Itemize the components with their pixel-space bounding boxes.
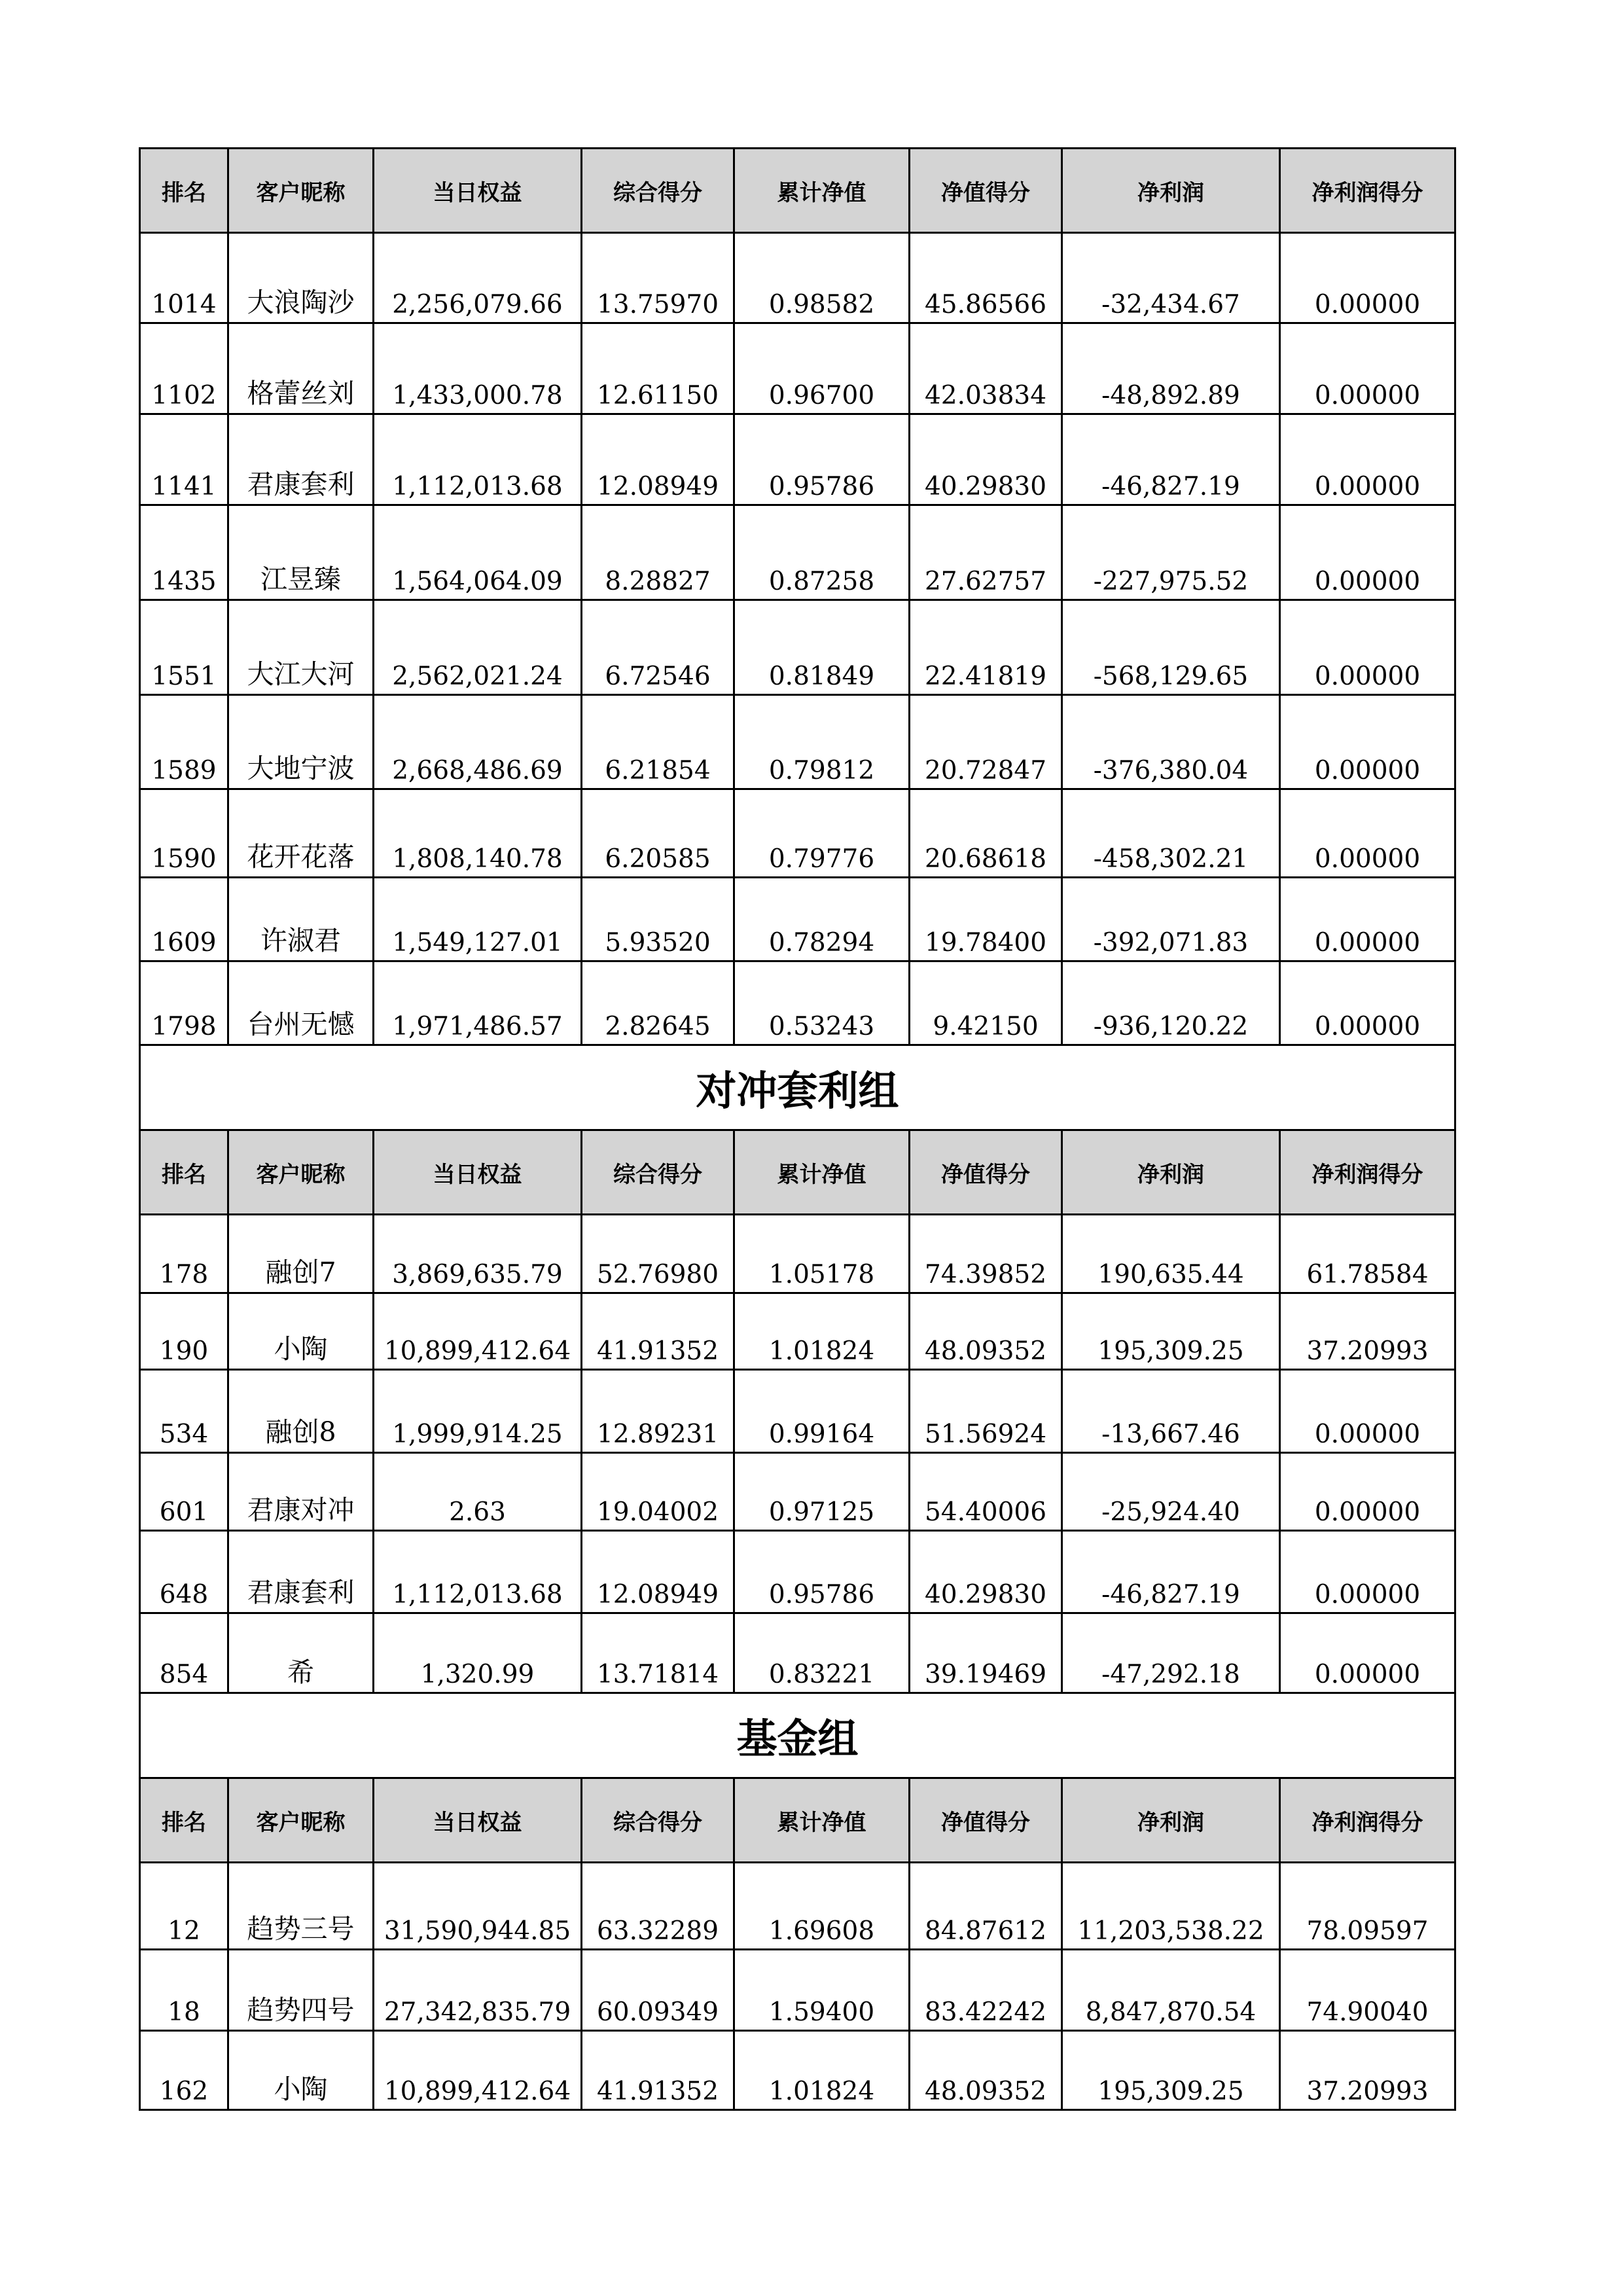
column-header: 净利润得分 — [1280, 149, 1455, 233]
table-cell: 39.19469 — [910, 1613, 1062, 1693]
table-row — [140, 323, 1455, 414]
table-cell: 君康套利 — [228, 414, 374, 505]
table-cell: 190 — [140, 1293, 228, 1370]
table-cell: 1609 — [140, 878, 228, 961]
table-cell: 2,562,021.24 — [374, 600, 582, 695]
table-cell: 854 — [140, 1613, 228, 1693]
table-cell: -568,129.65 — [1062, 600, 1280, 695]
table-cell: 3,869,635.79 — [374, 1215, 582, 1293]
table-cell: 19.04002 — [582, 1453, 734, 1531]
table-cell: 0.81849 — [734, 600, 910, 695]
table-cell: 48.09352 — [910, 1293, 1062, 1370]
table-row — [140, 789, 1455, 878]
ranking-table — [139, 147, 1456, 2111]
table-cell: 台州无憾 — [228, 961, 374, 1045]
table-row — [140, 1215, 1455, 1293]
table-cell: 60.09349 — [582, 1950, 734, 2031]
table-cell: 君康对冲 — [228, 1453, 374, 1531]
table-cell: 2.63 — [374, 1453, 582, 1531]
table-cell: 10,899,412.64 — [374, 2031, 582, 2110]
column-header: 净利润得分 — [1280, 1130, 1455, 1215]
table-cell: 42.03834 — [910, 323, 1062, 414]
table-cell: 1798 — [140, 961, 228, 1045]
table-row — [140, 414, 1455, 505]
table-cell: 1435 — [140, 505, 228, 600]
table-cell: 0.00000 — [1280, 505, 1455, 600]
table-row — [140, 961, 1455, 1045]
table-cell: 0.83221 — [734, 1613, 910, 1693]
table-cell: -227,975.52 — [1062, 505, 1280, 600]
table-cell: 0.97125 — [734, 1453, 910, 1531]
table-cell: 0.53243 — [734, 961, 910, 1045]
table-cell: 20.72847 — [910, 695, 1062, 789]
table-cell: 希 — [228, 1613, 374, 1693]
table-cell: 0.95786 — [734, 1531, 910, 1613]
table-cell: 1,549,127.01 — [374, 878, 582, 961]
table-cell: 1141 — [140, 414, 228, 505]
table-cell: 0.87258 — [734, 505, 910, 600]
table-cell: -13,667.46 — [1062, 1370, 1280, 1453]
table-cell: 1551 — [140, 600, 228, 695]
table-cell: 1,808,140.78 — [374, 789, 582, 878]
table-cell: 162 — [140, 2031, 228, 2110]
table-cell: 小陶 — [228, 1293, 374, 1370]
table-cell: 大浪陶沙 — [228, 233, 374, 323]
table-cell: 0.00000 — [1280, 961, 1455, 1045]
table-cell: 178 — [140, 1215, 228, 1293]
column-header: 客户昵称 — [228, 1778, 374, 1863]
table-cell: 18 — [140, 1950, 228, 2031]
table-cell: 1.69608 — [734, 1863, 910, 1950]
column-header: 净利润 — [1062, 1778, 1280, 1863]
column-header: 客户昵称 — [228, 1130, 374, 1215]
table-body — [140, 149, 1455, 2110]
table-row — [140, 1950, 1455, 2031]
table-cell: 40.29830 — [910, 1531, 1062, 1613]
column-header: 累计净值 — [734, 149, 910, 233]
column-header: 净值得分 — [910, 1130, 1062, 1215]
table-cell: 0.00000 — [1280, 233, 1455, 323]
column-header: 当日权益 — [374, 1130, 582, 1215]
table-cell: 花开花落 — [228, 789, 374, 878]
table-cell: 61.78584 — [1280, 1215, 1455, 1293]
table-cell: 51.56924 — [910, 1370, 1062, 1453]
column-header: 排名 — [140, 149, 228, 233]
table-cell: 54.40006 — [910, 1453, 1062, 1531]
table-cell: 1,112,013.68 — [374, 414, 582, 505]
table-cell: 5.93520 — [582, 878, 734, 961]
table-cell: 41.91352 — [582, 2031, 734, 2110]
table-cell: -458,302.21 — [1062, 789, 1280, 878]
table-cell: -46,827.19 — [1062, 414, 1280, 505]
table-cell: 74.90040 — [1280, 1950, 1455, 2031]
table-cell: 2.82645 — [582, 961, 734, 1045]
table-cell: -25,924.40 — [1062, 1453, 1280, 1531]
table-cell: 0.96700 — [734, 323, 910, 414]
column-header: 客户昵称 — [228, 149, 374, 233]
table-cell: 13.71814 — [582, 1613, 734, 1693]
table-row — [140, 1370, 1455, 1453]
table-cell: 0.00000 — [1280, 1531, 1455, 1613]
table-row — [140, 695, 1455, 789]
table-cell: 小陶 — [228, 2031, 374, 2110]
table-cell: 江昱臻 — [228, 505, 374, 600]
column-header: 综合得分 — [582, 1130, 734, 1215]
table-cell: 0.00000 — [1280, 789, 1455, 878]
table-cell: 22.41819 — [910, 600, 1062, 695]
table-cell: 6.20585 — [582, 789, 734, 878]
table-cell: -936,120.22 — [1062, 961, 1280, 1045]
table-cell: -48,892.89 — [1062, 323, 1280, 414]
table-cell: 601 — [140, 1453, 228, 1531]
table-cell: 48.09352 — [910, 2031, 1062, 2110]
table-cell: 0.78294 — [734, 878, 910, 961]
table-cell: 大江大河 — [228, 600, 374, 695]
table-cell: 趋势三号 — [228, 1863, 374, 1950]
table-cell: 0.00000 — [1280, 878, 1455, 961]
table-cell: 0.00000 — [1280, 695, 1455, 789]
table-cell: 8.28827 — [582, 505, 734, 600]
column-header: 累计净值 — [734, 1130, 910, 1215]
section-title-row — [140, 1693, 1455, 1778]
table-cell: 融创8 — [228, 1370, 374, 1453]
column-header: 净利润 — [1062, 1130, 1280, 1215]
table-cell: 12.08949 — [582, 414, 734, 505]
column-header: 排名 — [140, 1130, 228, 1215]
table-cell: 0.79812 — [734, 695, 910, 789]
column-header: 净利润得分 — [1280, 1778, 1455, 1863]
table-cell: 9.42150 — [910, 961, 1062, 1045]
table-row — [140, 1453, 1455, 1531]
table-cell: -32,434.67 — [1062, 233, 1280, 323]
table-cell: 27.62757 — [910, 505, 1062, 600]
table-cell: 1,112,013.68 — [374, 1531, 582, 1613]
table-cell: 12 — [140, 1863, 228, 1950]
table-cell: 君康套利 — [228, 1531, 374, 1613]
table-cell: 1014 — [140, 233, 228, 323]
column-header: 净值得分 — [910, 1778, 1062, 1863]
table-cell: 0.00000 — [1280, 323, 1455, 414]
table-cell: 6.72546 — [582, 600, 734, 695]
table-cell: 许淑君 — [228, 878, 374, 961]
table-cell: 190,635.44 — [1062, 1215, 1280, 1293]
section-title: 对冲套利组 — [140, 1045, 1455, 1130]
table-cell: 2,668,486.69 — [374, 695, 582, 789]
table-cell: 1.01824 — [734, 2031, 910, 2110]
table-cell: 1590 — [140, 789, 228, 878]
table-cell: 63.32289 — [582, 1863, 734, 1950]
table-cell: 52.76980 — [582, 1215, 734, 1293]
table-cell: 12.08949 — [582, 1531, 734, 1613]
table-row — [140, 505, 1455, 600]
table-cell: 648 — [140, 1531, 228, 1613]
table-cell: 0.79776 — [734, 789, 910, 878]
table-cell: 534 — [140, 1370, 228, 1453]
table-cell: 1,999,914.25 — [374, 1370, 582, 1453]
table-cell: 0.00000 — [1280, 414, 1455, 505]
table-cell: -376,380.04 — [1062, 695, 1280, 789]
table-cell: 1,433,000.78 — [374, 323, 582, 414]
table-cell: 1102 — [140, 323, 228, 414]
table-cell: 195,309.25 — [1062, 1293, 1280, 1370]
table-row — [140, 600, 1455, 695]
column-header: 累计净值 — [734, 1778, 910, 1863]
table-cell: 0.00000 — [1280, 1370, 1455, 1453]
table-row — [140, 1531, 1455, 1613]
table-cell: -392,071.83 — [1062, 878, 1280, 961]
table-cell: 13.75970 — [582, 233, 734, 323]
table-cell: 195,309.25 — [1062, 2031, 1280, 2110]
table-row — [140, 233, 1455, 323]
table-cell: 0.00000 — [1280, 600, 1455, 695]
table-cell: 37.20993 — [1280, 2031, 1455, 2110]
table-cell: 大地宁波 — [228, 695, 374, 789]
table-cell: 37.20993 — [1280, 1293, 1455, 1370]
table-cell: 融创7 — [228, 1215, 374, 1293]
table-cell: 8,847,870.54 — [1062, 1950, 1280, 2031]
table-cell: 78.09597 — [1280, 1863, 1455, 1950]
section-title: 基金组 — [140, 1693, 1455, 1778]
column-header-row — [140, 149, 1455, 233]
table-cell: 27,342,835.79 — [374, 1950, 582, 2031]
table-cell: 1.05178 — [734, 1215, 910, 1293]
table-cell: 6.21854 — [582, 695, 734, 789]
table-cell: 1.01824 — [734, 1293, 910, 1370]
table-cell: 1589 — [140, 695, 228, 789]
table-cell: 12.61150 — [582, 323, 734, 414]
table-cell: 趋势四号 — [228, 1950, 374, 2031]
table-row — [140, 2031, 1455, 2110]
table-cell: 45.86566 — [910, 233, 1062, 323]
table-cell: -46,827.19 — [1062, 1531, 1280, 1613]
table-cell: 1,564,064.09 — [374, 505, 582, 600]
table-cell: 0.99164 — [734, 1370, 910, 1453]
table-row — [140, 1613, 1455, 1693]
table-cell: 10,899,412.64 — [374, 1293, 582, 1370]
section-title-row — [140, 1045, 1455, 1130]
table-cell: 12.89231 — [582, 1370, 734, 1453]
column-header: 净值得分 — [910, 149, 1062, 233]
table-cell: 31,590,944.85 — [374, 1863, 582, 1950]
table-cell: 0.00000 — [1280, 1613, 1455, 1693]
table-cell: 40.29830 — [910, 414, 1062, 505]
table-cell: -47,292.18 — [1062, 1613, 1280, 1693]
table-cell: 格蕾丝刘 — [228, 323, 374, 414]
table-row — [140, 878, 1455, 961]
table-cell: 1,320.99 — [374, 1613, 582, 1693]
table-cell: 2,256,079.66 — [374, 233, 582, 323]
column-header: 综合得分 — [582, 149, 734, 233]
column-header: 净利润 — [1062, 149, 1280, 233]
table-cell: 0.98582 — [734, 233, 910, 323]
table-cell: 20.68618 — [910, 789, 1062, 878]
table-row — [140, 1293, 1455, 1370]
column-header: 当日权益 — [374, 1778, 582, 1863]
column-header: 当日权益 — [374, 149, 582, 233]
table-cell: 0.00000 — [1280, 1453, 1455, 1531]
table-cell: 1,971,486.57 — [374, 961, 582, 1045]
column-header-row — [140, 1778, 1455, 1863]
column-header: 综合得分 — [582, 1778, 734, 1863]
table-cell: 84.87612 — [910, 1863, 1062, 1950]
table-cell: 74.39852 — [910, 1215, 1062, 1293]
table-cell: 83.42242 — [910, 1950, 1062, 2031]
column-header: 排名 — [140, 1778, 228, 1863]
table-cell: 1.59400 — [734, 1950, 910, 2031]
table-cell: 0.95786 — [734, 414, 910, 505]
column-header-row — [140, 1130, 1455, 1215]
table-cell: 19.78400 — [910, 878, 1062, 961]
table-cell: 41.91352 — [582, 1293, 734, 1370]
table-row — [140, 1863, 1455, 1950]
table-cell: 11,203,538.22 — [1062, 1863, 1280, 1950]
